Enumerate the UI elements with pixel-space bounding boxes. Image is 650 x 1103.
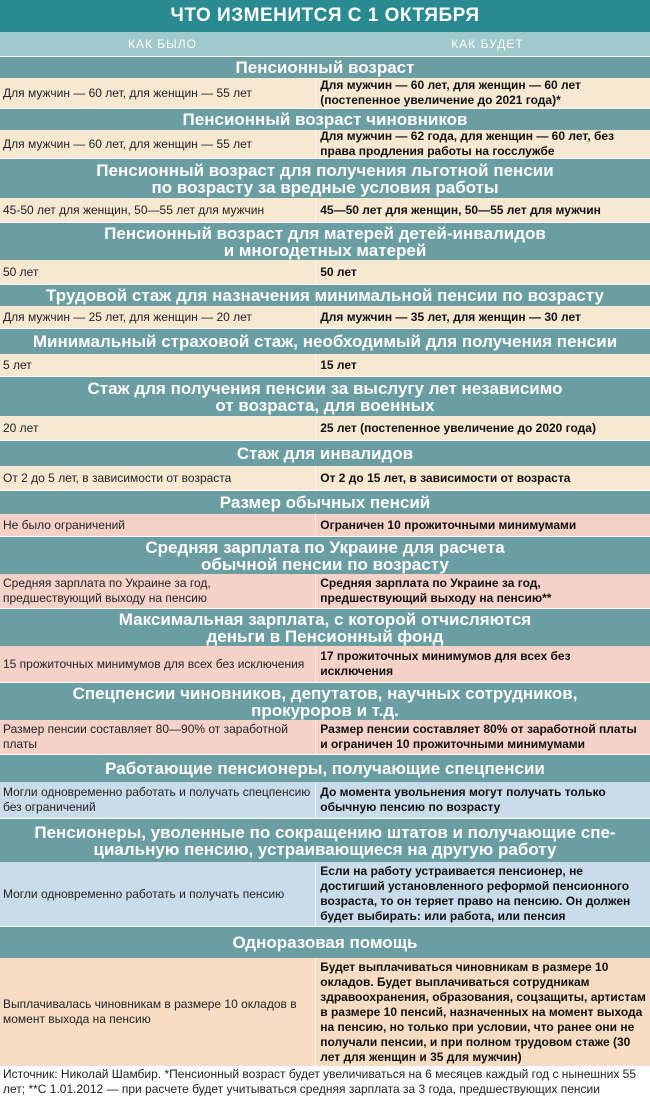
comparison-row <box>0 514 650 536</box>
value-after: Средняя зарплата по Украине за год, предшествующий выходу на пенсию** <box>315 574 650 608</box>
value-after: 45—50 лет для женщин, 50—55 лет для мужчин <box>315 198 650 222</box>
value-before: Размер пенсии составляет 80—90% от заработной платы <box>3 722 288 751</box>
section-title-line: и многодетных матерей <box>223 240 427 260</box>
section-title-line: циальную пенсию, устраивающиеся на другую работу <box>93 839 557 859</box>
source-note: Источник: Николай Шамбир. *Пенсионный возраст будет увеличиваться на 6 месяцев каждый год с нынешних 55 лет; **С 1.01.2012 — при расчете будет учитываться средняя зарплата за 3 года, предшествующих пенсии <box>3 1067 636 1096</box>
section-title <box>0 926 650 958</box>
value-after: Для мужчин — 62 года, для женщин — 60 лет, без права продления работы на госслужбе <box>315 130 650 158</box>
section-title <box>0 818 650 862</box>
section-title-line: Размер обычных пенсий <box>219 493 431 512</box>
section-title-line: Стаж для инвалидов <box>236 444 414 463</box>
section-title <box>0 284 650 306</box>
value-after: Для мужчин — 60 лет, для женщин — 60 лет (постепенное увеличение до 2021 года)* <box>315 78 650 108</box>
value-after: 15 лет <box>315 354 650 376</box>
section-title <box>0 754 650 782</box>
section-title-line: Пенсионеры, уволенные по сокращению штатов и получающие спе- <box>34 822 616 842</box>
value-before: Средняя зарплата по Украине за год, предшествующий выходу на пенсию <box>3 576 211 605</box>
comparison-row <box>0 646 650 682</box>
column-header-after: КАК БУДЕТ <box>451 37 524 51</box>
comparison-row <box>0 260 650 284</box>
section-title <box>0 682 650 720</box>
section-title-line: прокуроров и т.д. <box>251 700 399 720</box>
comparison-row <box>0 354 650 376</box>
value-after: Будет выплачиваться чиновникам в размере 10 окладов. Будет выплачиваться сотрудникам здравоохранения, образования, соцзащиты, артистам в размере 10 пенсий, назначенных на момент выхода на пенсию, но только при условии, что ранее они не получали пенсии, и при полном трудовом стаже (30 лет для женщин и 35 для мужчин) <box>315 958 650 1066</box>
comparison-row <box>0 862 650 926</box>
section-title-line: Пенсионный возраст для получения льготной пенсии <box>96 160 554 180</box>
section-title-line: Стаж для получения пенсии за выслугу лет независимо <box>87 378 563 398</box>
value-before: Могли одновременно работать и получать спецпенсию без ограничений <box>3 785 311 814</box>
value-before: Могли одновременно работать и получать пенсию <box>3 886 285 901</box>
comparison-row <box>0 198 650 222</box>
section-title-line: Минимальный страховой стаж, необходимый для получения пенсии <box>32 332 618 351</box>
comparison-row <box>0 720 650 754</box>
value-after: Размер пенсии составляет 80% от заработной платы и ограничен 10 прожиточными минимумами <box>315 720 650 754</box>
comparison-row <box>0 782 650 818</box>
section-title <box>0 490 650 514</box>
value-after: От 2 до 15 лет, в зависимости от возраста <box>315 466 650 490</box>
section-title-line: Пенсионный возраст чиновников <box>182 110 468 129</box>
section-title-line: Максимальная зарплата, с которой отчисляются <box>118 609 532 629</box>
value-before: От 2 до 5 лет, в зависимости от возраста <box>3 470 232 485</box>
value-after: 17 прожиточных минимумов для всех без исключения <box>315 646 650 682</box>
section-title-line: деньги в Пенсионный фонд <box>206 626 444 646</box>
section-title <box>0 56 650 78</box>
value-before: 5 лет <box>3 357 32 372</box>
section-title-line: Пенсионный возраст <box>235 58 415 77</box>
value-before: 15 прожиточных минимумов для всех без исключения <box>3 656 305 671</box>
value-before: Для мужчин — 25 лет, для женщин — 20 лет <box>3 309 252 324</box>
column-header-before: КАК БЫЛО <box>127 37 198 51</box>
comparison-row <box>0 574 650 608</box>
comparison-row <box>0 130 650 158</box>
value-before: Для мужчин — 60 лет, для женщин — 55 лет <box>3 136 252 151</box>
sections-list <box>0 56 650 1066</box>
value-before: 20 лет <box>3 420 39 435</box>
section-title <box>0 376 650 416</box>
section-title-line: Работающие пенсионеры, получающие спецпенсии <box>105 759 545 778</box>
value-after: 50 лет <box>315 260 650 284</box>
section-title-line: от возраста, для военных <box>215 395 435 415</box>
value-after: Ограничен 10 прожиточными минимумами <box>315 514 650 536</box>
value-after: 25 лет (постепенное увеличение до 2020 года) <box>315 416 650 440</box>
comparison-row <box>0 958 650 1066</box>
section-title <box>0 328 650 354</box>
value-after: Для мужчин — 35 лет, для женщин — 30 лет <box>315 306 650 328</box>
section-title <box>0 536 650 574</box>
value-before: 50 лет <box>3 264 39 279</box>
comparison-row <box>0 306 650 328</box>
section-title-line: обычной пенсии по возрасту <box>201 554 449 574</box>
value-after: Если на работу устраивается пенсионер, не достигший установленного реформой пенсионного возраста, то он теряет право на пенсию. Он должен будет выбирать: или работа, или пенсия <box>315 862 650 926</box>
comparison-row <box>0 466 650 490</box>
section-title <box>0 608 650 646</box>
section-title <box>0 440 650 466</box>
section-title <box>0 158 650 198</box>
main-title: ЧТО ИЗМЕНИТСЯ С 1 ОКТЯБРЯ <box>0 0 650 32</box>
section-title <box>0 108 650 130</box>
section-title-line: по возрасту за вредные условия работы <box>151 177 499 197</box>
section-title <box>0 222 650 260</box>
value-before: Выплачивалась чиновникам в размере 10 окладов в момент выхода на пенсию <box>3 997 297 1026</box>
section-title-line: Средняя зарплата по Украине для расчета <box>145 537 505 557</box>
section-title-line: Трудовой стаж для назначения минимальной пенсии по возрасту <box>46 286 604 305</box>
comparison-row <box>0 416 650 440</box>
section-title-line: Спецпенсии чиновников, депутатов, научных сотрудников, <box>72 683 578 703</box>
column-headers <box>0 32 650 56</box>
value-after: До момента увольнения могут получать только обычную пенсию по возрасту <box>315 782 650 818</box>
value-before: Не было ограничений <box>3 517 126 532</box>
value-before: 45-50 лет для женщин, 50—55 лет для мужчин <box>3 202 265 217</box>
section-title-line: Одноразовая помощь <box>232 933 418 952</box>
value-before: Для мужчин — 60 лет, для женщин — 55 лет <box>3 85 252 100</box>
comparison-row <box>0 78 650 108</box>
section-title-line: Пенсионный возраст для матерей детей-инвалидов <box>104 223 546 243</box>
